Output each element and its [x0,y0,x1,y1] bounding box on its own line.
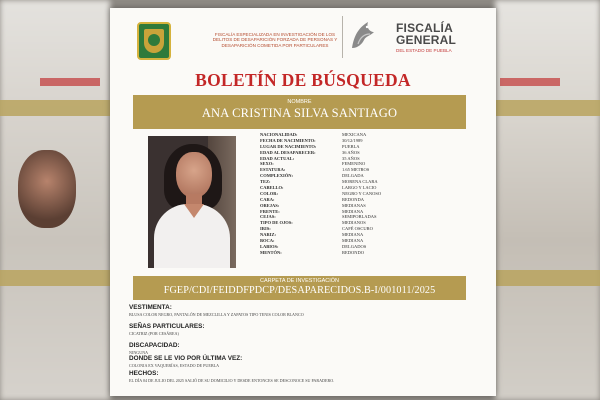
detail-value: REDONDO [342,249,364,255]
blurred-title-left [40,78,100,86]
detail-label: IRIS: [260,226,271,232]
fiscalia-eagle-logo-icon [348,18,376,52]
blurred-band-left [0,100,110,116]
detail-label: COLOR: [260,190,278,196]
detail-value: MORENA CLARA [342,179,378,185]
fiscalia-title [396,22,456,46]
blurred-face-left [18,150,76,228]
section-disability [129,342,479,355]
detail-label: SEXO: [260,161,274,167]
detail-label: BOCA: [260,238,275,244]
investigation-folder-banner [133,276,466,300]
detail-value: SEMIPOBLADAS [342,214,377,220]
section-heading: VESTIMENTA: [129,304,172,311]
detail-label: ESTATURA: [260,167,286,173]
agency-name: FISCALÍA ESPECIALIZADA EN INVESTIGACIÓN DE LOS DELITOS DE DESAPARICIÓN FORZADA DE PERSONAS Y DESAPARICIÓN COMETIDA POR PARTICULARES [212,32,338,48]
investigation-folder-number: FGEP/CDI/FEIDDFPDCP/DESAPARECIDOS.B-I/001011/2025 [163,285,436,296]
detail-label: CABELLO: [260,185,284,191]
fiscalia-subtitle: DEL ESTADO DE PUEBLA [396,48,452,53]
blurred-band-left-2 [0,270,110,286]
name-label: NOMBRE [287,99,312,105]
fiscalia-title-line1: FISCALÍA [396,21,453,35]
detail-value: FEMENINO [342,161,366,167]
detail-value: MEDIANOS [342,220,366,226]
fiscalia-title-line2: GENERAL [396,33,457,47]
section-last-seen [129,355,479,368]
detail-label: FECHA DE NACIMIENTO: [260,137,316,143]
physical-details-list [260,132,485,256]
detail-value: 35 AÑOS [342,155,360,161]
blurred-poster-right [495,0,600,400]
blurred-band-right-2 [495,270,600,286]
detail-label: MENTÓN: [260,249,282,255]
section-clothing [129,304,479,317]
detail-value: NEGRO Y CANOSO [342,190,382,196]
detail-label: NARIZ: [260,232,277,238]
detail-label: LABIOS: [260,243,279,249]
section-text: CICATRIZ (POR CESÁREA) [129,331,179,336]
detail-label: TIPO DE OJOS: [260,220,293,226]
detail-label: CEJAS: [260,214,276,220]
section-heading: HECHOS: [129,370,159,377]
name-banner [133,95,466,129]
header-divider [342,16,343,58]
detail-label: CARA: [260,196,275,202]
section-text: COLONIA EX VAQUERÍAS, ESTADO DE PUEBLA [129,363,220,368]
detail-label: COMPLEXIÓN: [260,173,293,179]
blurred-title-right [500,78,560,86]
person-photo [148,136,236,268]
section-heading: SEÑAS PARTICULARES: [129,323,205,330]
bulletin-title: BOLETÍN DE BÚSQUEDA [195,70,411,90]
detail-value: MEDIANA [342,208,364,214]
detail-value: DELGADOS [342,243,367,249]
detail-label: FRENTE: [260,208,280,214]
section-text: BLUSA COLOR NEGRO, PANTALÓN DE MEZCLILLA Y ZAPATOS TIPO TENIS COLOR BLANCO [129,312,304,317]
investigation-folder-label: CARPETA DE INVESTIGACIÓN [259,278,340,284]
section-particular-signs [129,323,479,336]
person-name: ANA CRISTINA SILVA SANTIAGO [201,106,398,120]
detail-label: TEZ: [260,179,271,185]
search-bulletin-poster [110,8,496,396]
poster-header [110,8,496,66]
section-text: NINGUNA [129,350,149,355]
detail-value: DELGADA [342,173,364,179]
section-heading: DISCAPACIDAD: [129,342,180,349]
detail-label: EDAD AL DESAPARECER: [260,149,316,155]
detail-value: MEDIANAS [342,202,366,208]
puebla-state-seal-icon [137,22,171,60]
section-text: EL DÍA 04 DE JULIO DEL 2025 SALIÓ DE SU DOMICILIO Y DESDE ENTONCES SE DESCONOCE SU PARADERO. [129,378,335,383]
detail-value: MEXICANA [342,132,367,137]
detail-value: 36 AÑOS [342,149,360,155]
detail-value: 30/12/1989 [342,137,363,143]
detail-label: NACIONALIDAD: [260,132,298,137]
detail-label: OREJAS: [260,202,280,208]
section-facts [129,370,479,383]
detail-label: EDAD ACTUAL: [260,155,295,161]
detail-value: MEDIANA [342,232,364,238]
blurred-band-right [495,100,600,116]
detail-value: LARGO Y LACIO [342,185,377,191]
detail-label: LUGAR DE NACIMIENTO: [260,143,317,149]
section-heading: DONDE SE LE VIO POR ÚLTIMA VEZ: [129,355,243,362]
detail-value: 1.65 METROS [342,167,370,173]
detail-value: MEDIANA [342,238,364,244]
detail-row [260,250,485,256]
detail-value: CAFÉ OSCURO [342,226,373,232]
detail-value: REDONDA [342,196,364,202]
detail-value: PUEBLA [342,143,360,149]
